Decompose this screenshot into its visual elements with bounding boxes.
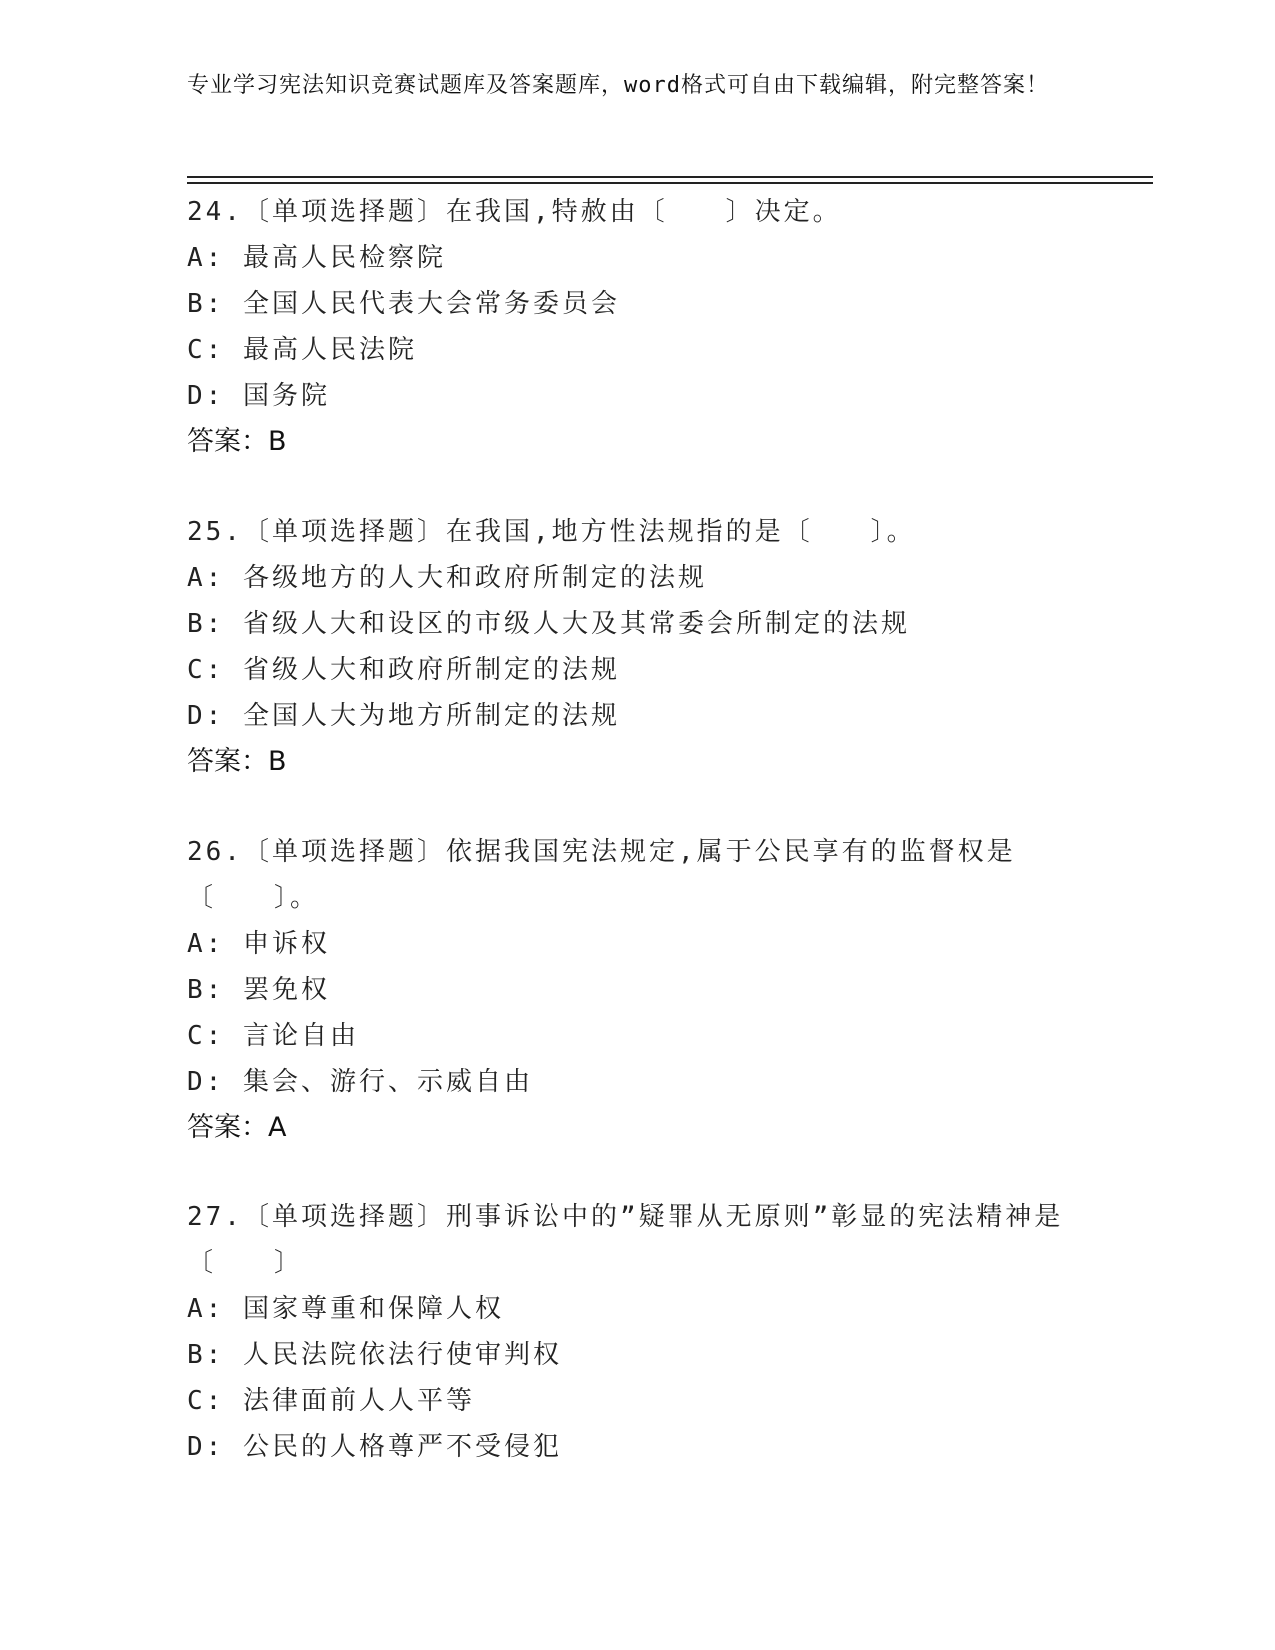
answer-line: 答案：B [187, 426, 287, 457]
option-a: A: 申诉权 [187, 929, 330, 959]
option-b: B: 省级人大和设区的市级人大及其常委会所制定的法规 [187, 609, 910, 639]
option-a: A: 最高人民检察院 [187, 243, 446, 273]
answer-line: 答案：B [187, 746, 287, 777]
option-d: D: 国务院 [187, 381, 330, 411]
option-d: D: 全国人大为地方所制定的法规 [187, 701, 620, 731]
option-c: C: 法律面前人人平等 [187, 1386, 475, 1416]
answer-line: 答案：A [187, 1112, 287, 1143]
option-d: D: 集会、游行、示威自由 [187, 1067, 533, 1097]
header-rule-top [187, 176, 1153, 178]
option-b: B: 罢免权 [187, 975, 330, 1005]
question-25 [187, 509, 1087, 785]
option-b: B: 全国人民代表大会常务委员会 [187, 289, 620, 319]
option-a: A: 各级地方的人大和政府所制定的法规 [187, 563, 707, 593]
question-stem: 26.〔单项选择题〕依据我国宪法规定,属于公民享有的监督权是〔 〕。 [187, 837, 1016, 913]
option-c: C: 最高人民法院 [187, 335, 417, 365]
option-c: C: 省级人大和政府所制定的法规 [187, 655, 620, 685]
question-stem: 27.〔单项选择题〕刑事诉讼中的”疑罪从无原则”彰显的宪法精神是〔 〕 [187, 1202, 1064, 1278]
question-stem: 25.〔单项选择题〕在我国,地方性法规指的是〔 〕。 [187, 517, 916, 547]
option-b: B: 人民法院依法行使审判权 [187, 1340, 562, 1370]
header-rule-bottom [187, 182, 1153, 184]
question-stem: 24.〔单项选择题〕在我国,特赦由〔 〕决定。 [187, 197, 842, 227]
question-24 [187, 189, 1087, 465]
question-27 [187, 1194, 1087, 1470]
question-26 [187, 829, 1087, 1151]
document-header: 专业学习宪法知识竞赛试题库及答案题库，word格式可自由下载编辑，附完整答案！ [187, 73, 1049, 98]
option-c: C: 言论自由 [187, 1021, 359, 1051]
option-d: D: 公民的人格尊严不受侵犯 [187, 1432, 562, 1462]
option-a: A: 国家尊重和保障人权 [187, 1294, 504, 1324]
